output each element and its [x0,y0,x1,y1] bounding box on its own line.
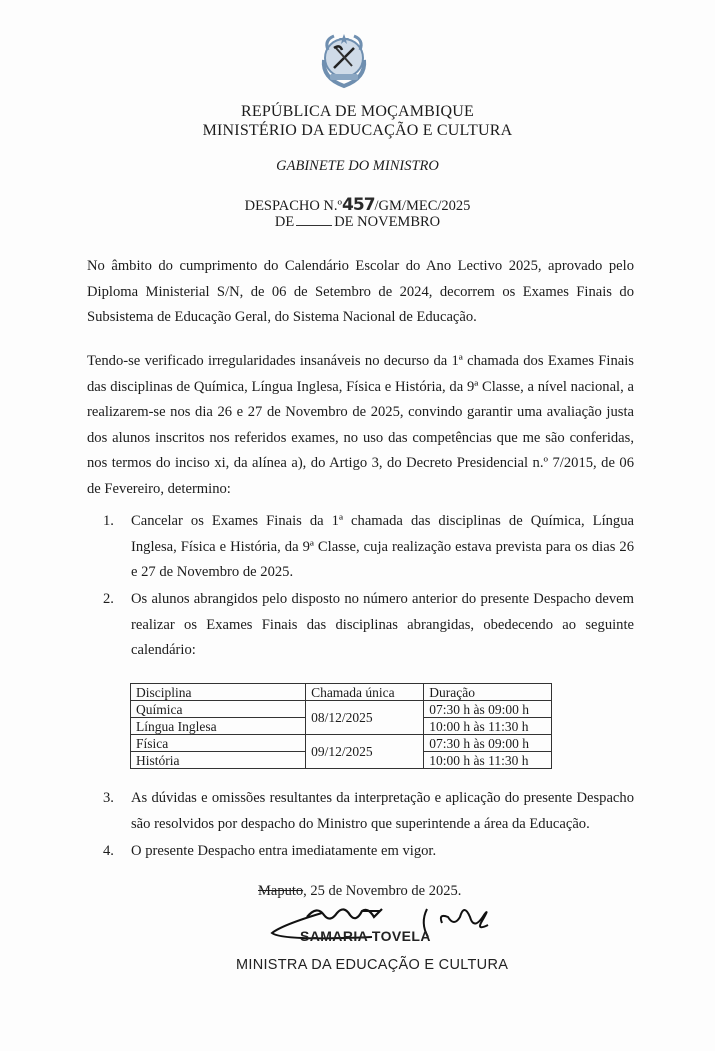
header-cell: Chamada única [306,684,424,701]
handwritten-signature-icon [262,895,502,955]
table-row [131,735,552,752]
item-text: As dúvidas e omissões resultantes da interpretação e aplicação do presente Despacho são resolvidos por despacho do Ministro que superintende a área da Educação. [131,790,634,832]
date-month: DE NOVEMBRO [334,214,441,230]
list-item [103,839,634,865]
despacho-number-line [0,195,715,215]
intro-paragraph: No âmbito do cumprimento do Calendário Escolar do Ano Lectivo 2025, aprovado pelo Diploma Ministerial S/N, de 06 de Setembro de 2024, decorrem os Exames Finais do Subsistema de Educação Geral, do Sistema Nacional de Educação. [87,258,634,326]
item-text: Cancelar os Exames Finais da 1ª chamada das disciplinas de Química, Língua Inglesa, Física e História, da 9ª Classe, cuja realização estava prevista para os dias 26 e 27 de Novembro de 2025. [131,513,634,581]
item-number: 1. [103,513,114,529]
header-cell: Disciplina [131,684,306,701]
date-blank [296,213,332,226]
table-row [131,701,552,718]
despacho-suffix: /GM/MEC/2025 [374,198,471,214]
duration-cell: 10:00 h às 11:30 h [424,718,552,735]
office-heading: GABINETE DO MINISTRO [276,158,439,174]
item-number: 3. [103,790,114,806]
date-cell: 08/12/2025 [306,701,424,735]
duration-cell: 07:30 h às 09:00 h [424,701,552,718]
subject-cell: Física [131,735,306,752]
signatory-role: MINISTRA DA EDUCAÇÃO E CULTURA [236,957,509,973]
handwritten-number: 457 [342,195,375,215]
place-date-text: , 25 de Novembro de 2025. [303,883,462,899]
item-number: 2. [103,591,114,607]
considerations-paragraph: Tendo-se verificado irregularidades insanáveis no decurso da 1ª chamada dos Exames Finais das disciplinas de Química, Língua Inglesa, Física e História, da 9ª Classe, a nível nacional, a realizarem-se nos dia 26 e 27 de Novembro de 2025, convindo garantir uma avaliação justa dos alunos inscritos nos referidos exames, no uso das competências que me são conferidas, nos termos do inciso xi, da alínea a), do Artigo 3, do Decreto Presidencial n.º 7/2015, de 06 de Fevereiro, determino: [87,353,634,497]
duration-cell: 07:30 h às 09:00 h [424,735,552,752]
duration-cell: 10:00 h às 11:30 h [424,752,552,769]
coat-of-arms-icon [316,30,372,90]
subject-cell: Língua Inglesa [131,718,306,735]
ministry-heading: MINISTÉRIO DA EDUCAÇÃO E CULTURA [202,122,513,139]
subject-cell: Química [131,701,306,718]
subject-cell: História [131,752,306,769]
place-city: Maputo [258,883,304,899]
table-header-row [131,684,552,701]
header-cell: Duração [424,684,552,701]
item-text: Os alunos abrangidos pelo disposto no número anterior do presente Despacho devem realizar os Exames Finais das disciplinas abrangidas, obedecendo ao seguinte calendário: [131,591,634,659]
item-text: O presente Despacho entra imediatamente em vigor. [131,843,437,859]
list-item [103,587,634,664]
item-number: 4. [103,843,114,859]
exam-schedule-table [130,683,552,769]
date-de: DE [274,214,295,230]
list-item [103,509,634,586]
date-cell: 09/12/2025 [306,735,424,769]
despacho-prefix: DESPACHO N.º [244,198,343,214]
signatory-name: SAMARIA TOVELA [300,928,431,944]
list-item [103,786,634,837]
country-heading: REPÚBLICA DE MOÇAMBIQUE [240,103,475,120]
despacho-date-line [0,213,715,231]
